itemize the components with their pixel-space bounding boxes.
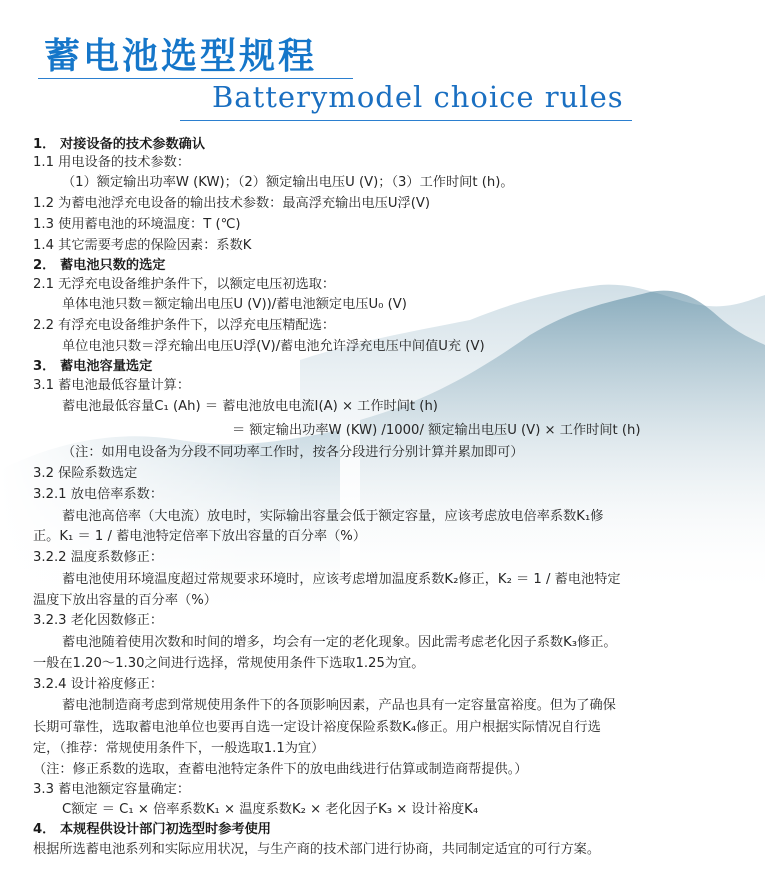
text-line: （注：如用电设备为分段不同功率工作时，按各分段进行分别计算并累加即可） xyxy=(62,445,524,460)
text-line: 温度下放出容量的百分率（%） xyxy=(33,593,217,608)
text-line: 2.2 有浮充电设备维护条件下，以浮充电压精配选： xyxy=(33,318,336,333)
title-rule-upper xyxy=(38,78,353,79)
text-line: （注：修正系数的选取，查蓄电池特定条件下的放电曲线进行估算或制造商帮提供。） xyxy=(33,762,528,777)
text-line: 3.2 保险系数选定 xyxy=(33,466,138,481)
text-line: 3.2.3 老化因数修正： xyxy=(33,613,164,628)
text-line: 正。K₁ ＝ 1 / 蓄电池特定倍率下放出容量的百分率（%） xyxy=(33,529,367,544)
text-line: C额定 ＝ C₁ × 倍率系数K₁ × 温度系数K₂ × 老化因子K₃ × 设计裕度K₄ xyxy=(62,802,479,817)
text-line: 3.2.2 温度系数修正： xyxy=(33,550,164,565)
section-heading: 3． 蓄电池容量选定 xyxy=(33,359,153,374)
text-line: 3.2.4 设计裕度修正： xyxy=(33,677,164,692)
text-line: 一般在1.20～1.30之间进行选择，常规使用条件下选取1.25为宜。 xyxy=(33,656,425,671)
text-line: 3.2.1 放电倍率系数： xyxy=(33,487,164,502)
text-line: 3.3 蓄电池额定容量确定： xyxy=(33,782,191,797)
text-line: 长期可靠性，选取蓄电池单位也要再自选一定设计裕度保险系数K₄修正。用户根据实际情况自行选 xyxy=(33,720,601,735)
text-line: 蓄电池制造商考虑到常规使用条件下的各顶影响因素，产品也具有一定容量富裕度。但为了确保 xyxy=(62,698,616,713)
text-line: 蓄电池最低容量C₁ (Ah) ＝ 蓄电池放电电流I(A) × 工作时间t (h) xyxy=(62,399,438,414)
text-line: 蓄电池随着使用次数和时间的增多，均会有一定的老化现象。因此需考虑老化因子系数K₃修正。 xyxy=(62,635,617,650)
text-line: 蓄电池高倍率（大电流）放电时，实际输出容量会低于额定容量，应该考虑放电倍率系数K₁修 xyxy=(62,509,604,524)
text-line: 根据所选蓄电池系列和实际应用状况，与生产商的技术部门进行协商，共同制定适宜的可行方案。 xyxy=(33,842,601,857)
page-title-chinese: 蓄电池选型规程 xyxy=(44,36,318,77)
page-title-english: Batterymodel choice rules xyxy=(212,80,624,114)
text-line: 2.1 无浮充电设备维护条件下，以额定电压初选取： xyxy=(33,277,336,292)
text-line: 1.4 其它需要考虑的保险因素：系数K xyxy=(33,238,252,253)
section-heading: 1． 对接设备的技术参数确认 xyxy=(33,137,206,152)
section-heading: 4． 本规程供设计部门初选型时参考使用 xyxy=(33,822,271,837)
title-rule-lower xyxy=(180,120,632,121)
text-line: （1）额定输出功率W (KW)；（2）额定输出电压U (V)；（3）工作时间t (h)。 xyxy=(62,175,514,190)
text-line: 3.1 蓄电池最低容量计算： xyxy=(33,378,191,393)
text-line: ＝ 额定输出功率W (KW) /1000/ 额定输出电压U (V) × 工作时间t (h) xyxy=(232,423,641,438)
text-line: 蓄电池使用环境温度超过常规要求环境时，应该考虑增加温度系数K₂修正，K₂ ＝ 1 / 蓄电池特定 xyxy=(62,572,621,587)
text-line: 单位电池只数＝浮充输出电压U浮(V)/蓄电池允许浮充电压中间值U充 (V) xyxy=(62,339,485,354)
text-line: 单体电池只数＝额定输出电压U (V))/蓄电池额定电压U₀ (V) xyxy=(62,297,407,312)
section-heading: 2． 蓄电池只数的选定 xyxy=(33,258,166,273)
text-line: 定，（推荐：常规使用条件下，一般选取1.1为宜） xyxy=(33,741,325,756)
text-line: 1.3 使用蓄电池的环境温度：T (℃) xyxy=(33,217,241,232)
text-line: 1.1 用电设备的技术参数： xyxy=(33,155,191,170)
text-line: 1.2 为蓄电池浮充电设备的输出技术参数：最高浮充输出电压U浮(V) xyxy=(33,196,431,211)
